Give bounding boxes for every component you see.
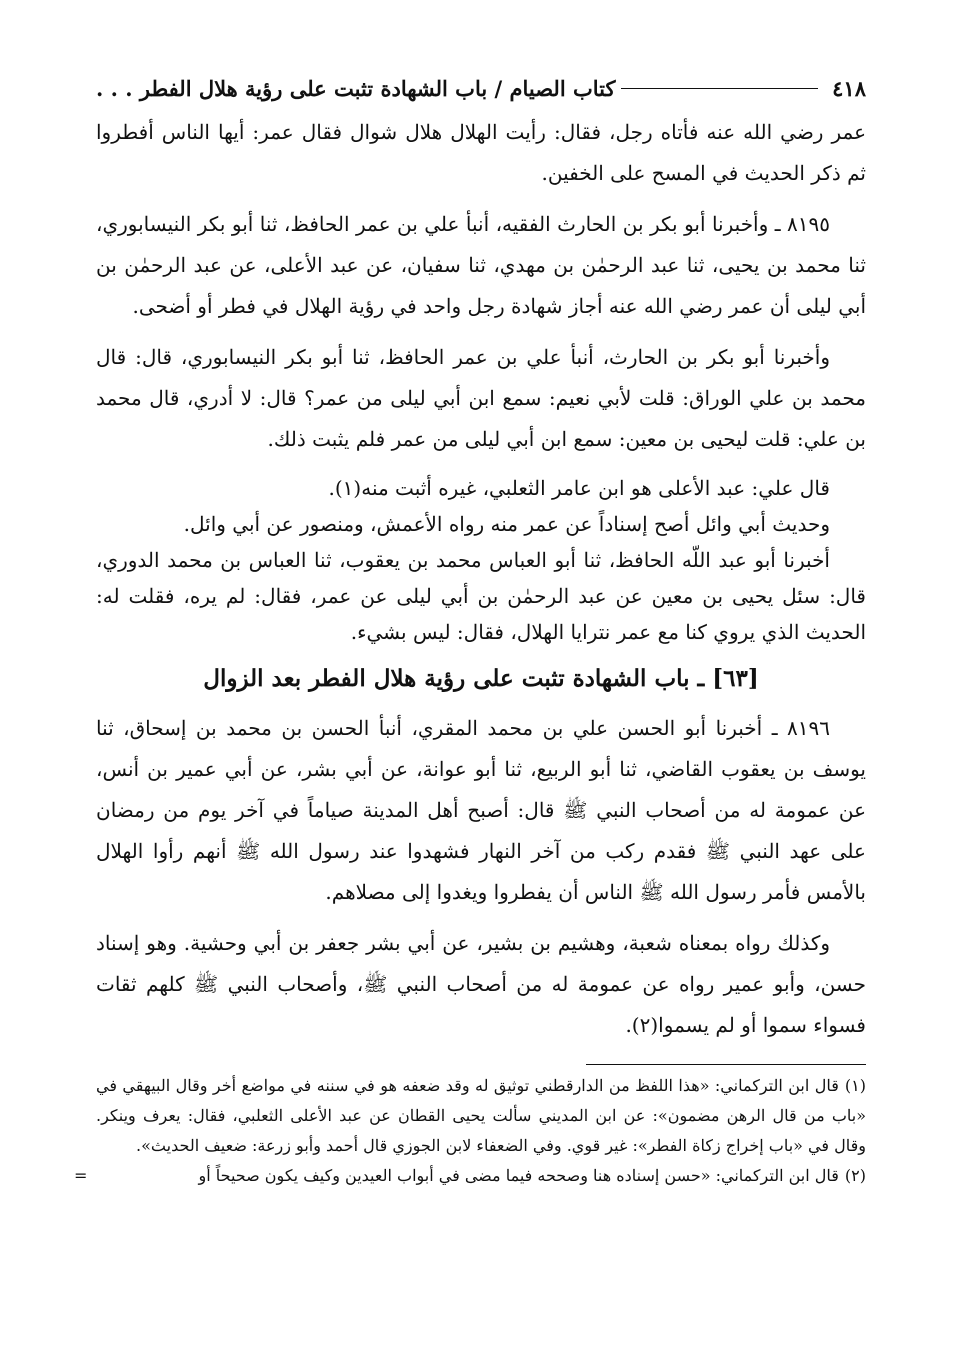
footnote [96, 1071, 866, 1161]
header-rule [621, 88, 818, 89]
footnote-text: قال ابن التركماني: «حسن إسناده هنا وصححه فيما مضى في أبواب العيدين وكيف يكون صحيحاً أو [198, 1166, 839, 1185]
main-text [96, 112, 866, 1046]
running-title: كتاب الصيام / باب الشهادة تثبت على رؤية هلال الفطر . . . [96, 75, 616, 101]
footnote-number: (١) [844, 1076, 866, 1095]
paragraph-gap [96, 460, 866, 470]
paragraph: أخبرنا أبو عبد اللّه الحافظ، ثنا أبو العباس محمد بن يعقوب، ثنا العباس بن محمد الدوري، قال: سئل يحيى بن معين عن عبد الرحمٰن بن أبي ليلى عن عمر، فقال: لم يره، فقلت له: الحديث الذي يروي كنا مع عمر نترايا الهلال، فقال: ليس بشيء. [96, 548, 866, 644]
continuation-mark: = [74, 1166, 88, 1185]
paragraph: عمر رضي الله عنه فأتاه رجل، فقال: رأيت الهلال هلال شوال فقال عمر: أيها الناس أفطروا ثم ذكر الحديث في المسح على الخفين. [96, 120, 866, 185]
paragraph: وحديث أبي وائل أصح إسناداً عن عمر منه رواه الأعمش، ومنصور عن أبي وائل. [183, 512, 830, 536]
paragraph: وأخبرنا أبو بكر بن الحارث، أنبأ علي بن عمر الحافظ، ثنا أبو بكر النيسابوري، قال: قال محمد بن علي الوراق: قلت لأبي نعيم: سمع ابن أبي ليلى من عمر؟ قال: لا أدري، قال محمد بن علي: قلت ليحيى بن معين: سمع ابن أبي ليلى من عمر فلم يثبت ذلك. [96, 345, 866, 451]
page-number: ٤١٨ [832, 75, 866, 101]
paragraph-hadith-8196: ٨١٩٦ ـ أخبرنا أبو الحسن علي بن محمد المقري، أنبأ الحسن بن محمد بن إسحاق، ثنا يوسف بن يعقوب القاضي، ثنا أبو الربيع، ثنا أبو عوانة، عن أبي بشر، عن أبي عمير بن أنس، عن عمومة له من أصحاب النبي ﷺ قال: أصبح أهل المدينة صياماً في آخر يوم من رمضان على عهد النبي ﷺ فقدم ركب من آخر النهار فشهدوا عند رسول الله ﷺ أنهم رأوا الهلال بالأمس فأمر رسول الله ﷺ الناس أن يفطروا ويغدوا إلى مصلاهم. [96, 716, 866, 904]
footnote-number: (٢) [844, 1166, 866, 1185]
footnotes [74, 1071, 866, 1191]
paragraph-gap [96, 913, 866, 923]
paragraph-hadith-8195: ٨١٩٥ ـ وأخبرنا أبو بكر بن الحارث الفقيه، أنبأ علي بن عمر الحافظ، ثنا أبو بكر النيسابوري، ثنا محمد بن يحيى، ثنا عبد الرحمٰن بن مهدي، ثنا سفيان، عن عبد الأعلى، عن عبد الرحمٰن بن أبي ليلى أن عمر رضي الله عنه أجاز شهادة رجل واحد في رؤية الهلال في فطر أو أضحى. [96, 212, 866, 318]
paragraph: وكذلك رواه بمعناه شعبة، وهشيم بن بشير، عن أبي بشر جعفر بن أبي وحشية. وهو إسناد حسن، وأبو عمير رواه عن عمومة له من أصحاب النبي ﷺ، وأصحاب النبي ﷺ كلهم ثقات فسواء سموا أو لم يسموا(٢). [96, 931, 866, 1037]
paragraph-gap [96, 327, 866, 337]
footnote-text: قال ابن التركماني: «هذا اللفظ من الدارقطني توثيق له وقد ضعفه هو في سننه في مواضع أخر وقال البيهقي في «باب من قال الرهن مضمون»: عن ابن المديني سألت يحيى القطان عن عبد الأعلى الثعلبي، فقال: يعرف وينكر. وقال في «باب إخراج زكاة الفطر»: غير قوي. وفي الضعفاء لابن الجوزي قال أحمد وأبو زرعة: ضعيف الحديث». [96, 1076, 866, 1155]
running-header [96, 70, 866, 106]
footnote-separator [586, 1064, 866, 1065]
section-title: [٦٣] ـ باب الشهادة تثبت على رؤية هلال الفطر بعد الزوال [203, 665, 759, 692]
paragraph: قال علي: عبد الأعلى هو ابن عامر الثعلبي، غيره أثبت منه(١). [328, 476, 830, 500]
footnote [74, 1161, 866, 1191]
book-page [74, 70, 866, 1360]
paragraph-gap [96, 194, 866, 204]
